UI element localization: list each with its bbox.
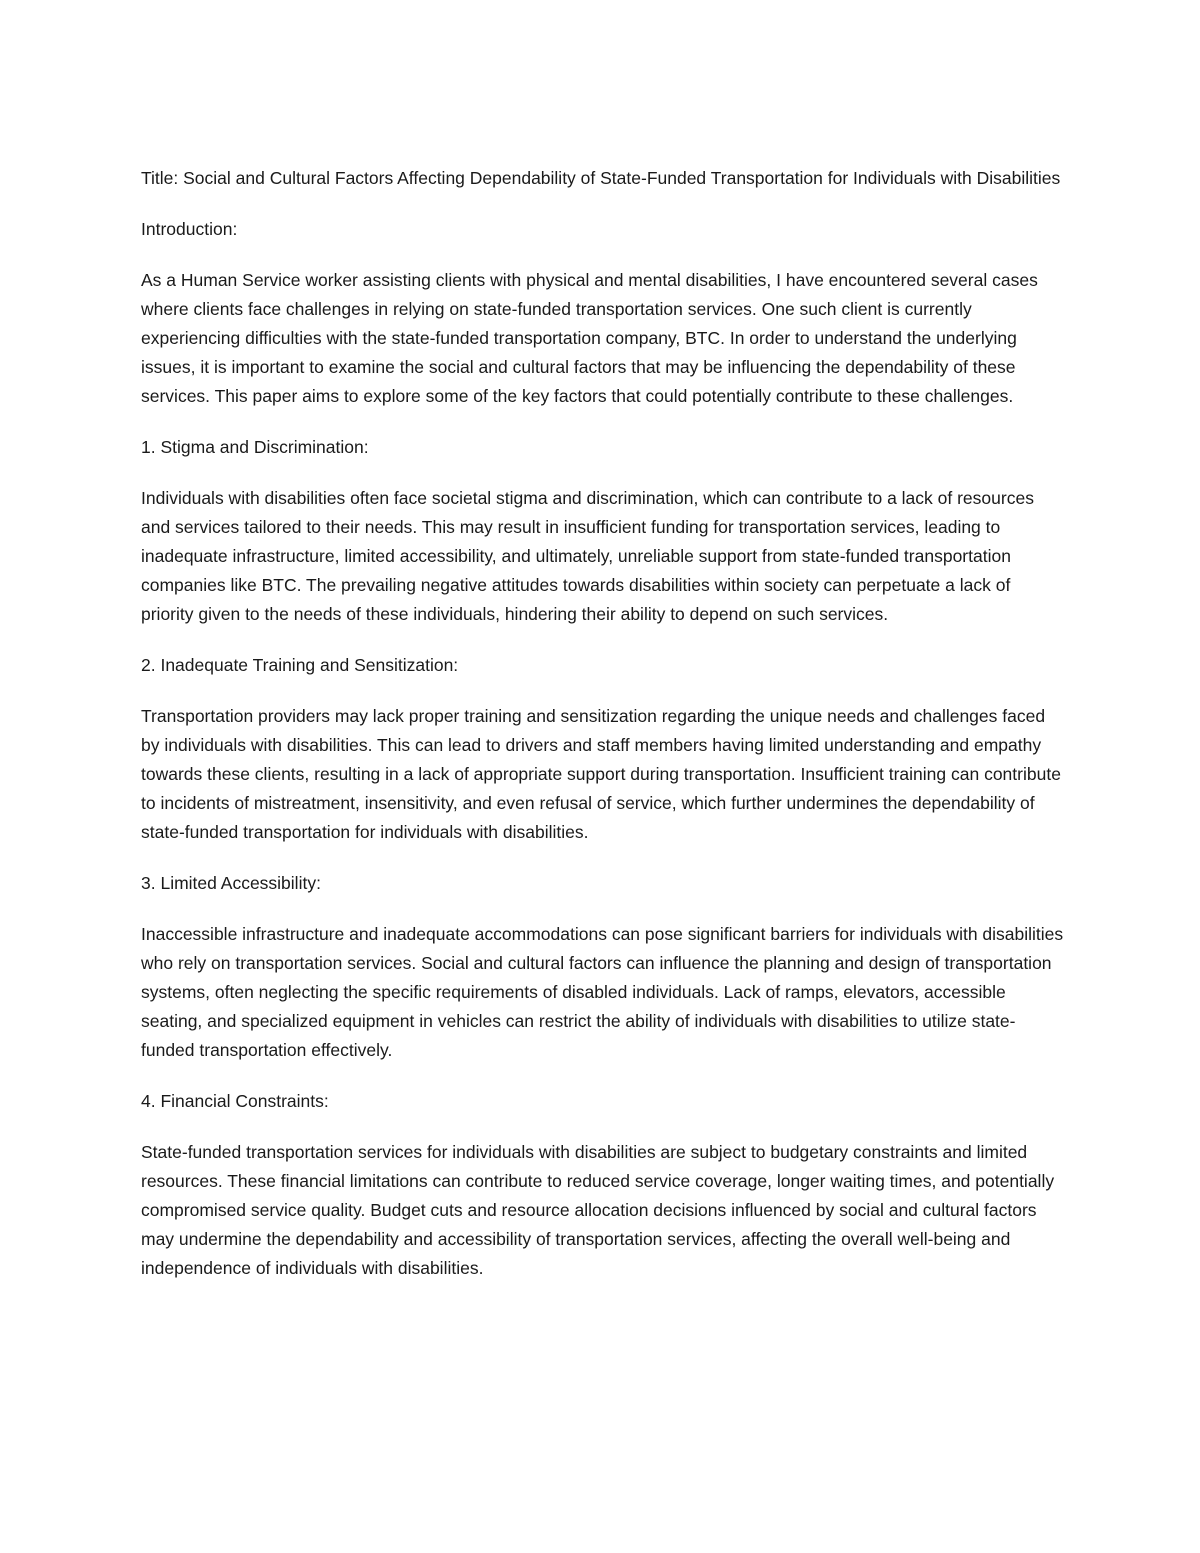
introduction-heading: Introduction:: [141, 219, 238, 239]
section-paragraph-training: Transportation providers may lack proper training and sensitization regarding the unique needs and challenges faced by individuals with disabilities. This can lead to drivers and staff members having limited understanding and empathy towards these clients, resulting in a lack of appropriate support during transportation. Insufficient training can contribute to incidents of mistreatment, insensitivity, and even refusal of service, which further undermines the dependability of state-funded transportation for individuals with disabilities.: [141, 706, 1061, 842]
document-page: [141, 164, 1066, 1305]
section-heading-accessibility: 3. Limited Accessibility:: [141, 873, 321, 893]
section-heading-stigma: 1. Stigma and Discrimination:: [141, 437, 369, 457]
introduction-paragraph: As a Human Service worker assisting clients with physical and mental disabilities, I have encountered several cases where clients face challenges in relying on state-funded transportation services. One such client is currently experiencing difficulties with the state-funded transportation company, BTC. In order to understand the underlying issues, it is important to examine the social and cultural factors that may be influencing the dependability of these services. This paper aims to explore some of the key factors that could potentially contribute to these challenges.: [141, 270, 1038, 406]
section-heading-financial: 4. Financial Constraints:: [141, 1091, 329, 1111]
section-paragraph-accessibility: Inaccessible infrastructure and inadequate accommodations can pose significant barriers for individuals with disabilities who rely on transportation services. Social and cultural factors can influence the planning and design of transportation systems, often neglecting the specific requirements of disabled individuals. Lack of ramps, elevators, accessible seating, and specialized equipment in vehicles can restrict the ability of individuals with disabilities to utilize state-funded transportation effectively.: [141, 924, 1064, 1060]
section-heading-training: 2. Inadequate Training and Sensitization:: [141, 655, 459, 675]
document-title: Title: Social and Cultural Factors Affecting Dependability of State-Funded Transportation for Individuals with Disabilities: [141, 168, 1061, 188]
section-paragraph-stigma: Individuals with disabilities often face societal stigma and discrimination, which can contribute to a lack of resources and services tailored to their needs. This may result in insufficient funding for transportation services, leading to inadequate infrastructure, limited accessibility, and ultimately, unreliable support from state-funded transportation companies like BTC. The prevailing negative attitudes towards disabilities within society can perpetuate a lack of priority given to the needs of these individuals, hindering their ability to depend on such services.: [141, 488, 1034, 624]
section-paragraph-financial: State-funded transportation services for individuals with disabilities are subject to budgetary constraints and limited resources. These financial limitations can contribute to reduced service coverage, longer waiting times, and potentially compromised service quality. Budget cuts and resource allocation decisions influenced by social and cultural factors may undermine the dependability and accessibility of transportation services, affecting the overall well-being and independence of individuals with disabilities.: [141, 1142, 1055, 1278]
